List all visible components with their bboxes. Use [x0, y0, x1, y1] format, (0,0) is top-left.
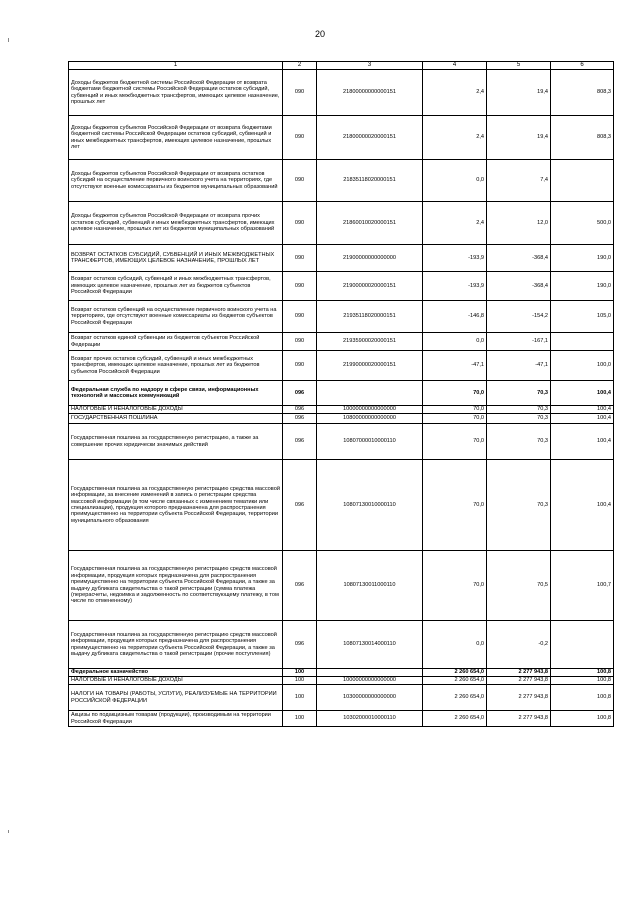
- table-row: [69, 333, 614, 351]
- row-percent: 190,0: [551, 272, 614, 301]
- table-row: [69, 406, 614, 414]
- table-row: [69, 301, 614, 333]
- row-percent: 100,8: [551, 711, 614, 727]
- row-actual-value: 2 277 943,8: [487, 685, 551, 711]
- table-row: [69, 160, 614, 202]
- column-number: 6: [551, 62, 614, 70]
- row-actual-value: -368,4: [487, 245, 551, 272]
- table-row: [69, 116, 614, 160]
- row-name: НАЛОГОВЫЕ И НЕНАЛОГОВЫЕ ДОХОДЫ: [69, 677, 283, 685]
- row-name: ВОЗВРАТ ОСТАТКОВ СУБСИДИЙ, СУБВЕНЦИЙ И ИНЫХ МЕЖБЮДЖЕТНЫХ ТРАНСФЕРТОВ, ИМЕЮЩИХ ЦЕЛЕВОЕ НАЗНАЧЕНИЕ, ПРОШЛЫХ ЛЕТ: [69, 245, 283, 272]
- row-planned-value: -193,9: [423, 245, 487, 272]
- row-admin-code: 090: [283, 301, 317, 333]
- row-planned-value: 70,0: [423, 381, 487, 406]
- row-admin-code: 090: [283, 160, 317, 202]
- row-actual-value: 7,4: [487, 160, 551, 202]
- row-admin-code: 096: [283, 424, 317, 460]
- row-admin-code: 100: [283, 677, 317, 685]
- row-planned-value: 2 260 654,0: [423, 677, 487, 685]
- row-name: Государственная пошлина за государственную регистрацию, а также за совершение прочих юридически значимых действий: [69, 424, 283, 460]
- table-row: [69, 685, 614, 711]
- table-row: [69, 381, 614, 406]
- row-planned-value: 2 260 654,0: [423, 685, 487, 711]
- row-actual-value: 70,3: [487, 460, 551, 551]
- margin-mark: [8, 38, 9, 42]
- row-percent: 105,0: [551, 301, 614, 333]
- row-percent: 100,4: [551, 381, 614, 406]
- row-actual-value: 2 277 943,8: [487, 669, 551, 677]
- row-name: Государственная пошлина за государственную регистрацию средств массовой информации, продукция которых предназначена для распространения преимущественно на территории субъекта Российской Федерации, а также за выдачу дубликата свидетельства о такой регистрации (сумма платежа (перерасчеты, недоимка и задолженность по соответствующему платежу, в том числе по отмененному): [69, 551, 283, 621]
- row-admin-code: 090: [283, 245, 317, 272]
- row-actual-value: -368,4: [487, 272, 551, 301]
- row-actual-value: 2 277 943,8: [487, 711, 551, 727]
- table-row: [69, 669, 614, 677]
- column-number: 2: [283, 62, 317, 70]
- row-percent: 100,7: [551, 551, 614, 621]
- row-name: Доходы бюджетов бюджетной системы Российской Федерации от возврата бюджетами бюджетной системы Российской Федерации остатков субсидий, субвенций и иных межбюджетных трансфертов, имеющих целевое назначение, прошлых лет: [69, 70, 283, 116]
- row-actual-value: 12,0: [487, 202, 551, 245]
- row-planned-value: 0,0: [423, 621, 487, 669]
- row-actual-value: -154,2: [487, 301, 551, 333]
- table-row: [69, 621, 614, 669]
- table-row: [69, 202, 614, 245]
- row-planned-value: -47,1: [423, 351, 487, 381]
- row-admin-code: 096: [283, 551, 317, 621]
- row-admin-code: 090: [283, 351, 317, 381]
- row-classification-code: 21990000020000151: [317, 351, 423, 381]
- row-planned-value: 2,4: [423, 116, 487, 160]
- table-row: [69, 677, 614, 685]
- row-name: Государственная пошлина за государственную регистрацию средства массовой информации, за внесение изменений в запись о регистрации средства массовой информации (в том числе связанных с изменением тематики или специализации), продукция которого предназначена для распространения преимущественно на территории субъекта Российской Федерации, территории муниципального образования: [69, 460, 283, 551]
- row-classification-code: 10807130014000110: [317, 621, 423, 669]
- row-actual-value: 70,5: [487, 551, 551, 621]
- row-percent: [551, 160, 614, 202]
- row-name: НАЛОГИ НА ТОВАРЫ (РАБОТЫ, УСЛУГИ), РЕАЛИЗУЕМЫЕ НА ТЕРРИТОРИИ РОССИЙСКОЙ ФЕДЕРАЦИИ: [69, 685, 283, 711]
- row-classification-code: 21800000020000151: [317, 116, 423, 160]
- row-planned-value: 70,0: [423, 551, 487, 621]
- row-admin-code: 090: [283, 333, 317, 351]
- row-percent: [551, 621, 614, 669]
- row-percent: 100,4: [551, 424, 614, 460]
- row-actual-value: -47,1: [487, 351, 551, 381]
- row-admin-code: 096: [283, 406, 317, 414]
- row-percent: 100,8: [551, 677, 614, 685]
- row-classification-code: 10807000010000110: [317, 424, 423, 460]
- row-planned-value: 70,0: [423, 424, 487, 460]
- page-number: 20: [314, 29, 325, 39]
- row-name: Акцизы по подакцизным товарам (продукции), производимым на территории Российской Федерации: [69, 711, 283, 727]
- table-row: [69, 414, 614, 424]
- row-admin-code: 090: [283, 116, 317, 160]
- margin-mark: [8, 830, 9, 833]
- row-planned-value: 70,0: [423, 406, 487, 414]
- table-row: [69, 424, 614, 460]
- row-planned-value: 2 260 654,0: [423, 669, 487, 677]
- row-name: НАЛОГОВЫЕ И НЕНАЛОГОВЫЕ ДОХОДЫ: [69, 406, 283, 414]
- row-planned-value: 70,0: [423, 414, 487, 424]
- row-classification-code: 21900000000000000: [317, 245, 423, 272]
- row-name: ГОСУДАРСТВЕННАЯ ПОШЛИНА: [69, 414, 283, 424]
- row-planned-value: 0,0: [423, 333, 487, 351]
- row-percent: 100,4: [551, 414, 614, 424]
- row-name: Возврат остатков субвенций на осуществление первичного воинского учета на территориях, где отсутствуют военные комиссариаты из бюджетов субъектов Российской Федерации: [69, 301, 283, 333]
- row-name: Доходы бюджетов субъектов Российской Федерации от возврата прочих остатков субсидий, субвенций и иных межбюджетных трансфертов, имеющих целевое назначение, прошлых лет из бюджетов муниципальных образований: [69, 202, 283, 245]
- row-admin-code: 096: [283, 381, 317, 406]
- row-planned-value: -193,9: [423, 272, 487, 301]
- table-row: [69, 711, 614, 727]
- column-number-row: [69, 62, 614, 70]
- row-percent: 100,4: [551, 406, 614, 414]
- row-planned-value: 2 260 654,0: [423, 711, 487, 727]
- row-classification-code: 21900000020000151: [317, 272, 423, 301]
- column-number: 5: [487, 62, 551, 70]
- row-actual-value: 70,3: [487, 424, 551, 460]
- row-name: Доходы бюджетов субъектов Российской Федерации от возврата остатков субсидий на осуществление первичного воинского учета на территориях, где отсутствуют военные комиссариаты из бюджетов муниципальных образований: [69, 160, 283, 202]
- row-planned-value: 2,4: [423, 202, 487, 245]
- row-classification-code: 10000000000000000: [317, 677, 423, 685]
- row-admin-code: 100: [283, 711, 317, 727]
- row-percent: 100,0: [551, 351, 614, 381]
- row-classification-code: 21800000000000151: [317, 70, 423, 116]
- row-name: Федеральная служба по надзору в сфере связи, информационных технологий и массовых коммуникаций: [69, 381, 283, 406]
- row-admin-code: 096: [283, 414, 317, 424]
- row-classification-code: 10300000000000000: [317, 685, 423, 711]
- row-percent: 100,4: [551, 460, 614, 551]
- row-admin-code: 090: [283, 70, 317, 116]
- row-classification-code: 10302000010000110: [317, 711, 423, 727]
- row-classification-code: 21835118020000151: [317, 160, 423, 202]
- row-classification-code: 21860010020000151: [317, 202, 423, 245]
- row-name: Возврат прочих остатков субсидий, субвенций и иных межбюджетных трансфертов, имеющих целевое назначение, прошлых лет из бюджетов субъектов Российской Федерации: [69, 351, 283, 381]
- revenue-table: [68, 61, 614, 727]
- table-row: [69, 460, 614, 551]
- row-actual-value: 70,3: [487, 381, 551, 406]
- column-number: 4: [423, 62, 487, 70]
- table-row: [69, 272, 614, 301]
- row-admin-code: 100: [283, 685, 317, 711]
- row-admin-code: 090: [283, 202, 317, 245]
- column-number: 1: [69, 62, 283, 70]
- row-name: Возврат остатков единой субвенции из бюджетов субъектов Российской Федерации: [69, 333, 283, 351]
- row-planned-value: 70,0: [423, 460, 487, 551]
- row-planned-value: 0,0: [423, 160, 487, 202]
- row-admin-code: 096: [283, 460, 317, 551]
- table-row: [69, 245, 614, 272]
- row-actual-value: -167,1: [487, 333, 551, 351]
- column-number: 3: [317, 62, 423, 70]
- row-classification-code: [317, 669, 423, 677]
- row-percent: 808,3: [551, 70, 614, 116]
- row-admin-code: 096: [283, 621, 317, 669]
- row-planned-value: -146,8: [423, 301, 487, 333]
- row-name: Возврат остатков субсидий, субвенций и иных межбюджетных трансфертов, имеющих целевое назначение, прошлых лет из бюджетов субъектов Российской Федерации: [69, 272, 283, 301]
- table-row: [69, 70, 614, 116]
- row-actual-value: 70,3: [487, 414, 551, 424]
- row-planned-value: 2,4: [423, 70, 487, 116]
- row-classification-code: [317, 381, 423, 406]
- row-classification-code: 10807130011000110: [317, 551, 423, 621]
- row-percent: 500,0: [551, 202, 614, 245]
- row-percent: 190,0: [551, 245, 614, 272]
- row-percent: 100,8: [551, 685, 614, 711]
- row-classification-code: 10800000000000000: [317, 414, 423, 424]
- row-percent: 100,8: [551, 669, 614, 677]
- row-actual-value: 19,4: [487, 70, 551, 116]
- row-classification-code: 10807130010000110: [317, 460, 423, 551]
- table-row: [69, 351, 614, 381]
- row-actual-value: 19,4: [487, 116, 551, 160]
- row-percent: 808,3: [551, 116, 614, 160]
- row-name: Федеральное казначейство: [69, 669, 283, 677]
- row-actual-value: 70,3: [487, 406, 551, 414]
- row-classification-code: 10000000000000000: [317, 406, 423, 414]
- row-name: Государственная пошлина за государственную регистрацию средств массовой информации, продукция которых предназначена для распространения преимущественно на территории субъекта Российской Федерации, а также за выдачу дубликата свидетельства о такой регистрации (прочие поступления): [69, 621, 283, 669]
- row-actual-value: -0,2: [487, 621, 551, 669]
- row-classification-code: 21935118020000151: [317, 301, 423, 333]
- row-name: Доходы бюджетов субъектов Российской Федерации от возврата бюджетами бюджетной системы Российской Федерации остатков субсидий, субвенций и иных межбюджетных трансфертов, имеющих целевое назначение, прошлых лет: [69, 116, 283, 160]
- row-actual-value: 2 277 943,8: [487, 677, 551, 685]
- row-percent: [551, 333, 614, 351]
- table-row: [69, 551, 614, 621]
- row-admin-code: 100: [283, 669, 317, 677]
- row-admin-code: 090: [283, 272, 317, 301]
- row-classification-code: 21935900020000151: [317, 333, 423, 351]
